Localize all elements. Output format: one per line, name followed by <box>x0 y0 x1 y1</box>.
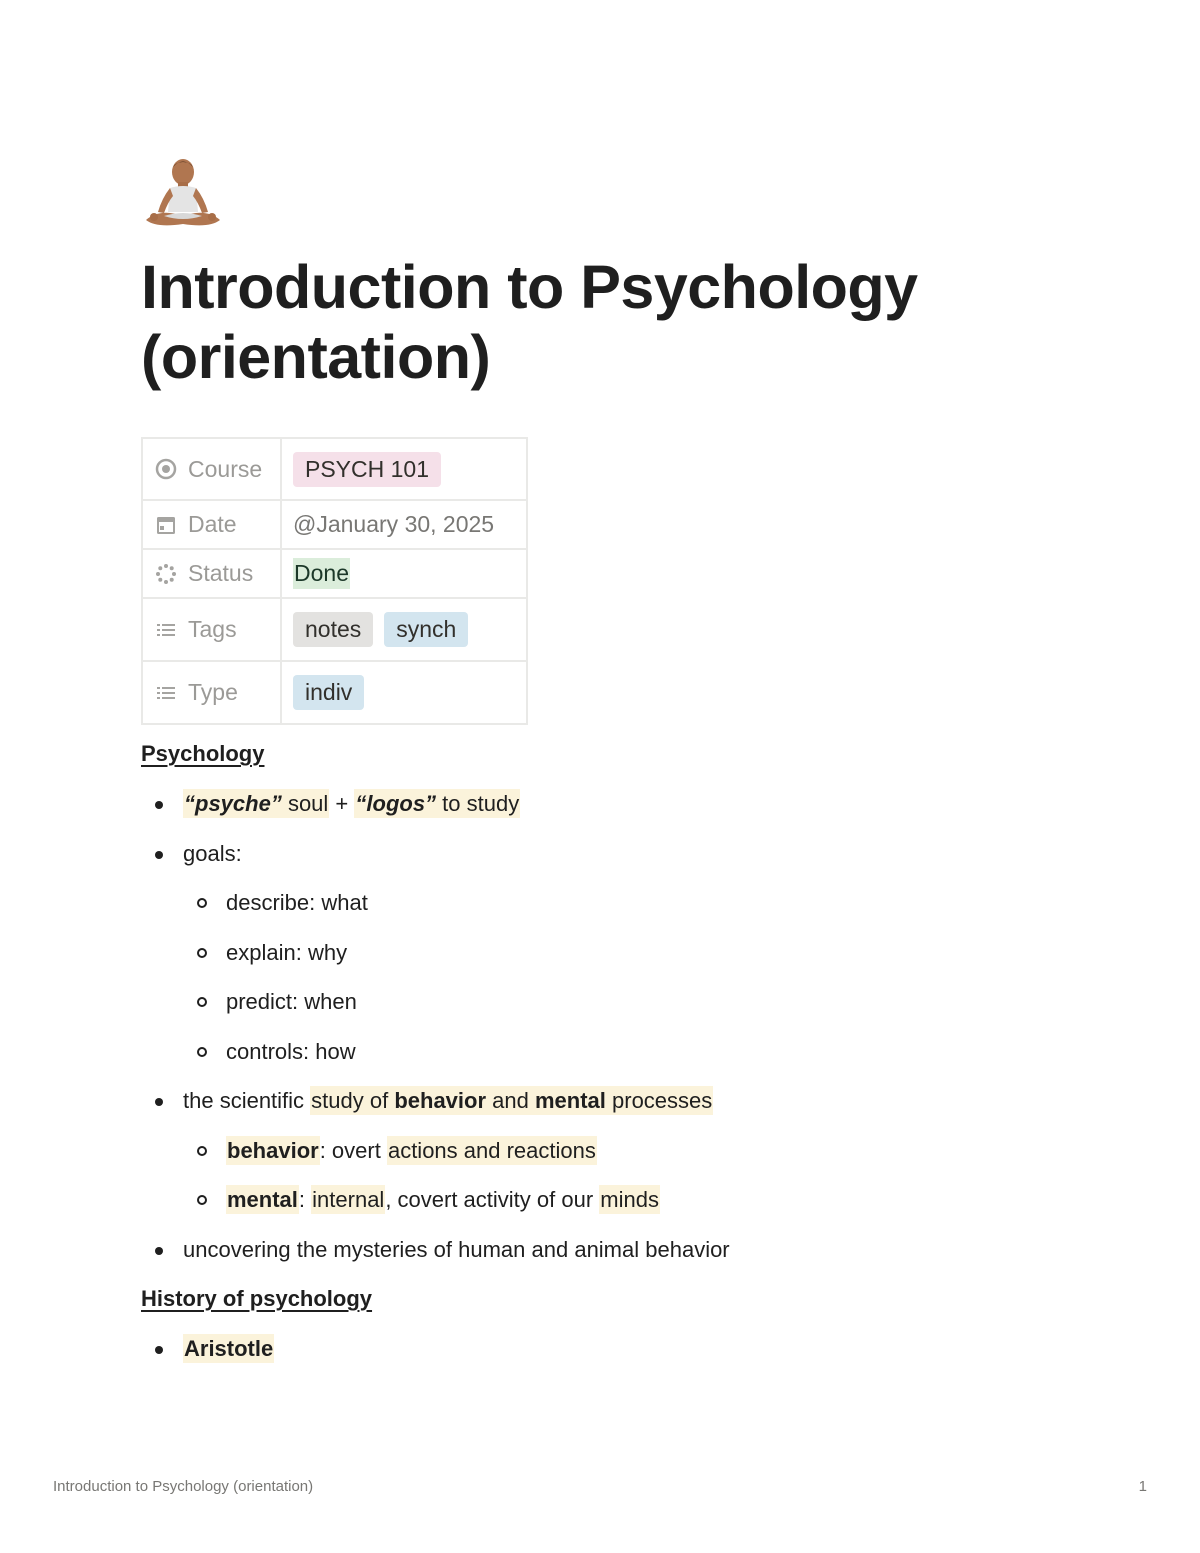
status-spinner-icon <box>155 563 177 585</box>
list-item: predict: when <box>141 984 1101 1034</box>
term-psyche: “psyche” <box>184 791 282 816</box>
calendar-icon <box>155 514 177 536</box>
properties-table <box>141 437 528 725</box>
list-item: the scientific study of behavior and mental processes <box>141 1083 1101 1133</box>
property-label-status: Status <box>188 560 254 586</box>
list-item: explain: why <box>141 935 1101 985</box>
list-item: Aristotle <box>141 1331 1101 1381</box>
property-row-date <box>142 500 527 549</box>
list-item: controls: how <box>141 1034 1101 1084</box>
type-chip[interactable]: indiv <box>293 675 364 710</box>
document-body <box>141 736 1101 1381</box>
tag-chip[interactable]: notes <box>293 612 373 647</box>
property-label-date: Date <box>188 511 237 537</box>
list-item: describe: what <box>141 885 1101 935</box>
tag-chip[interactable]: synch <box>384 612 468 647</box>
property-label-course: Course <box>188 455 263 482</box>
section-heading-history: History of psychology <box>141 1286 373 1311</box>
list-item: mental: internal, covert activity of our minds <box>141 1182 1101 1232</box>
target-icon <box>155 458 177 480</box>
status-value[interactable]: Done <box>293 558 350 589</box>
property-row-status <box>142 549 527 598</box>
list-icon <box>155 619 177 641</box>
psychology-list <box>141 786 1101 1281</box>
property-row-tags <box>142 598 527 661</box>
list-item: uncovering the mysteries of human and animal behavior <box>141 1232 1101 1282</box>
page-number: 1 <box>1138 1478 1147 1495</box>
property-label-tags: Tags <box>188 616 237 642</box>
page-title: Introduction to Psychology (orientation) <box>141 253 918 391</box>
property-row-course <box>142 438 527 500</box>
person-in-lotus-position-icon <box>140 150 226 236</box>
section-heading-psychology: Psychology <box>141 741 265 766</box>
history-list <box>141 1331 1101 1381</box>
list-icon <box>155 682 177 704</box>
property-label-type: Type <box>188 679 238 705</box>
list-item: “psyche” soul + “logos” to study <box>141 786 1101 836</box>
list-item: goals: <box>141 836 1101 886</box>
term-logos: “logos” <box>355 791 437 816</box>
list-item: behavior: overt actions and reactions <box>141 1133 1101 1183</box>
footer-title: Introduction to Psychology (orientation) <box>53 1478 314 1495</box>
property-row-type <box>142 661 527 724</box>
date-value[interactable]: @January 30, 2025 <box>293 511 495 537</box>
course-chip[interactable]: PSYCH 101 <box>293 452 441 487</box>
